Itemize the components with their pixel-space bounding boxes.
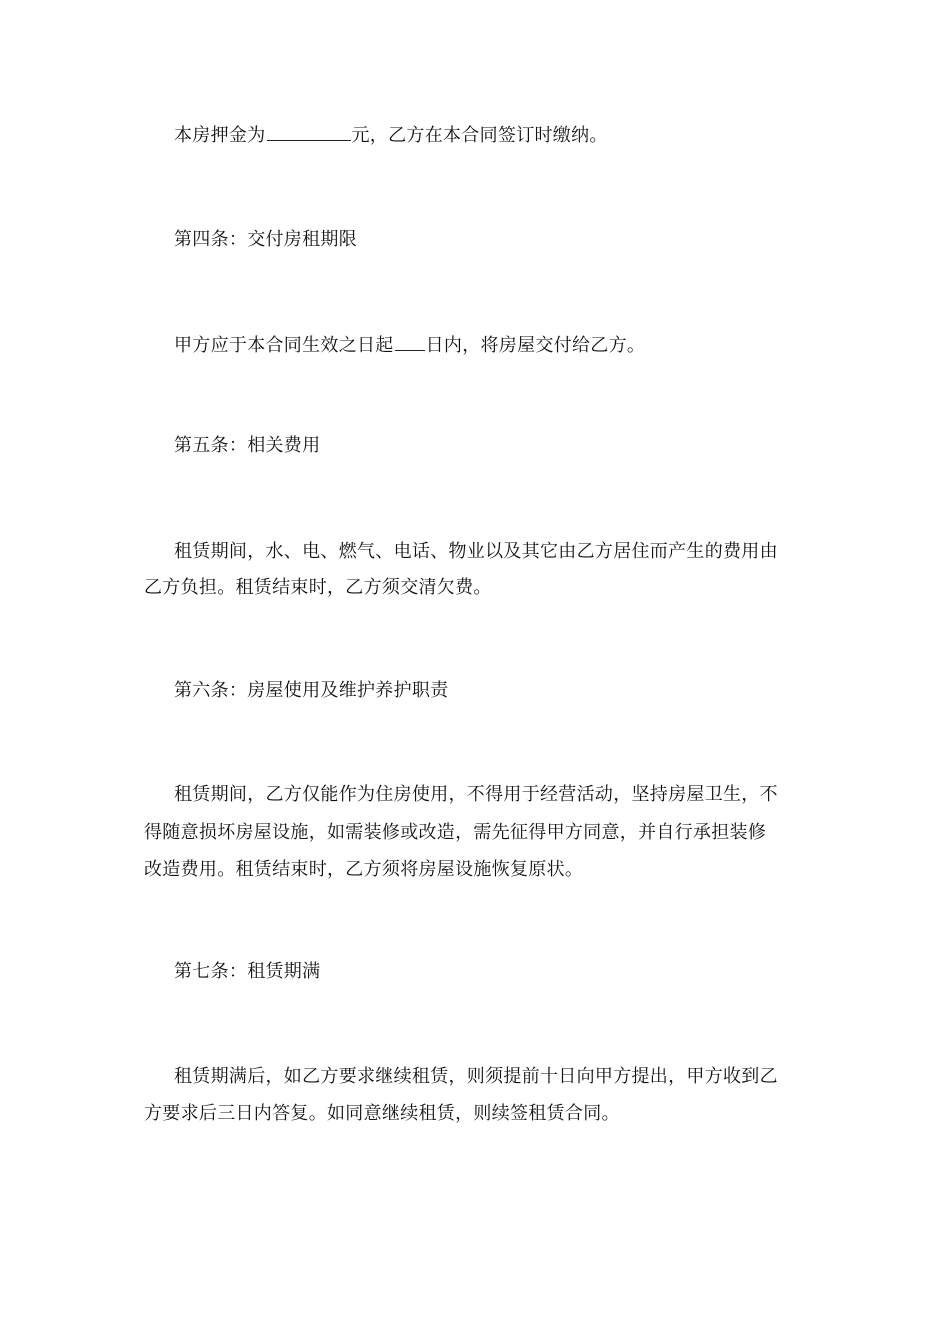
- article-7-heading: 第七条：租赁期满: [174, 961, 321, 982]
- expiry-paragraph-line: 方要求后三日内答复。如同意继续租赁，则续签租赁合同。: [144, 1103, 620, 1124]
- deposit-text-before: 本房押金为: [174, 125, 266, 146]
- delivery-paragraph: [144, 328, 844, 364]
- article-6-heading: 第六条：房屋使用及维护养护职责: [174, 680, 449, 701]
- delivery-days-blank: [395, 332, 425, 351]
- fees-paragraph-line: 乙方负担。租赁结束时，乙方须交清欠费。: [144, 577, 492, 598]
- delivery-text-after: 日内，将房屋交付给乙方。: [425, 335, 646, 356]
- fees-paragraph-line: 租赁期间，水、电、燃气、电话、物业以及其它由乙方居住而产生的费用由: [174, 541, 778, 562]
- usage-paragraph-line: 得随意损坏房屋设施，如需装修或改造，需先征得甲方同意，并自行承担装修: [144, 822, 767, 843]
- deposit-paragraph: [144, 118, 844, 154]
- delivery-text-before: 甲方应于本合同生效之日起: [174, 335, 394, 356]
- expiry-paragraph-line: 租赁期满后，如乙方要求继续租赁，则须提前十日向甲方提出，甲方收到乙: [174, 1066, 778, 1087]
- usage-paragraph-line: 改造费用。租赁结束时，乙方须将房屋设施恢复原状。: [144, 859, 584, 880]
- usage-paragraph-line: 租赁期间，乙方仅能作为住房使用，不得用于经营活动，坚持房屋卫生，不: [174, 784, 778, 805]
- article-4-heading: 第四条：交付房租期限: [174, 229, 357, 250]
- article-5-heading: 第五条：相关费用: [174, 435, 321, 456]
- deposit-amount-blank: [267, 122, 351, 141]
- deposit-text-after: 元，乙方在本合同签订时缴纳。: [351, 125, 608, 146]
